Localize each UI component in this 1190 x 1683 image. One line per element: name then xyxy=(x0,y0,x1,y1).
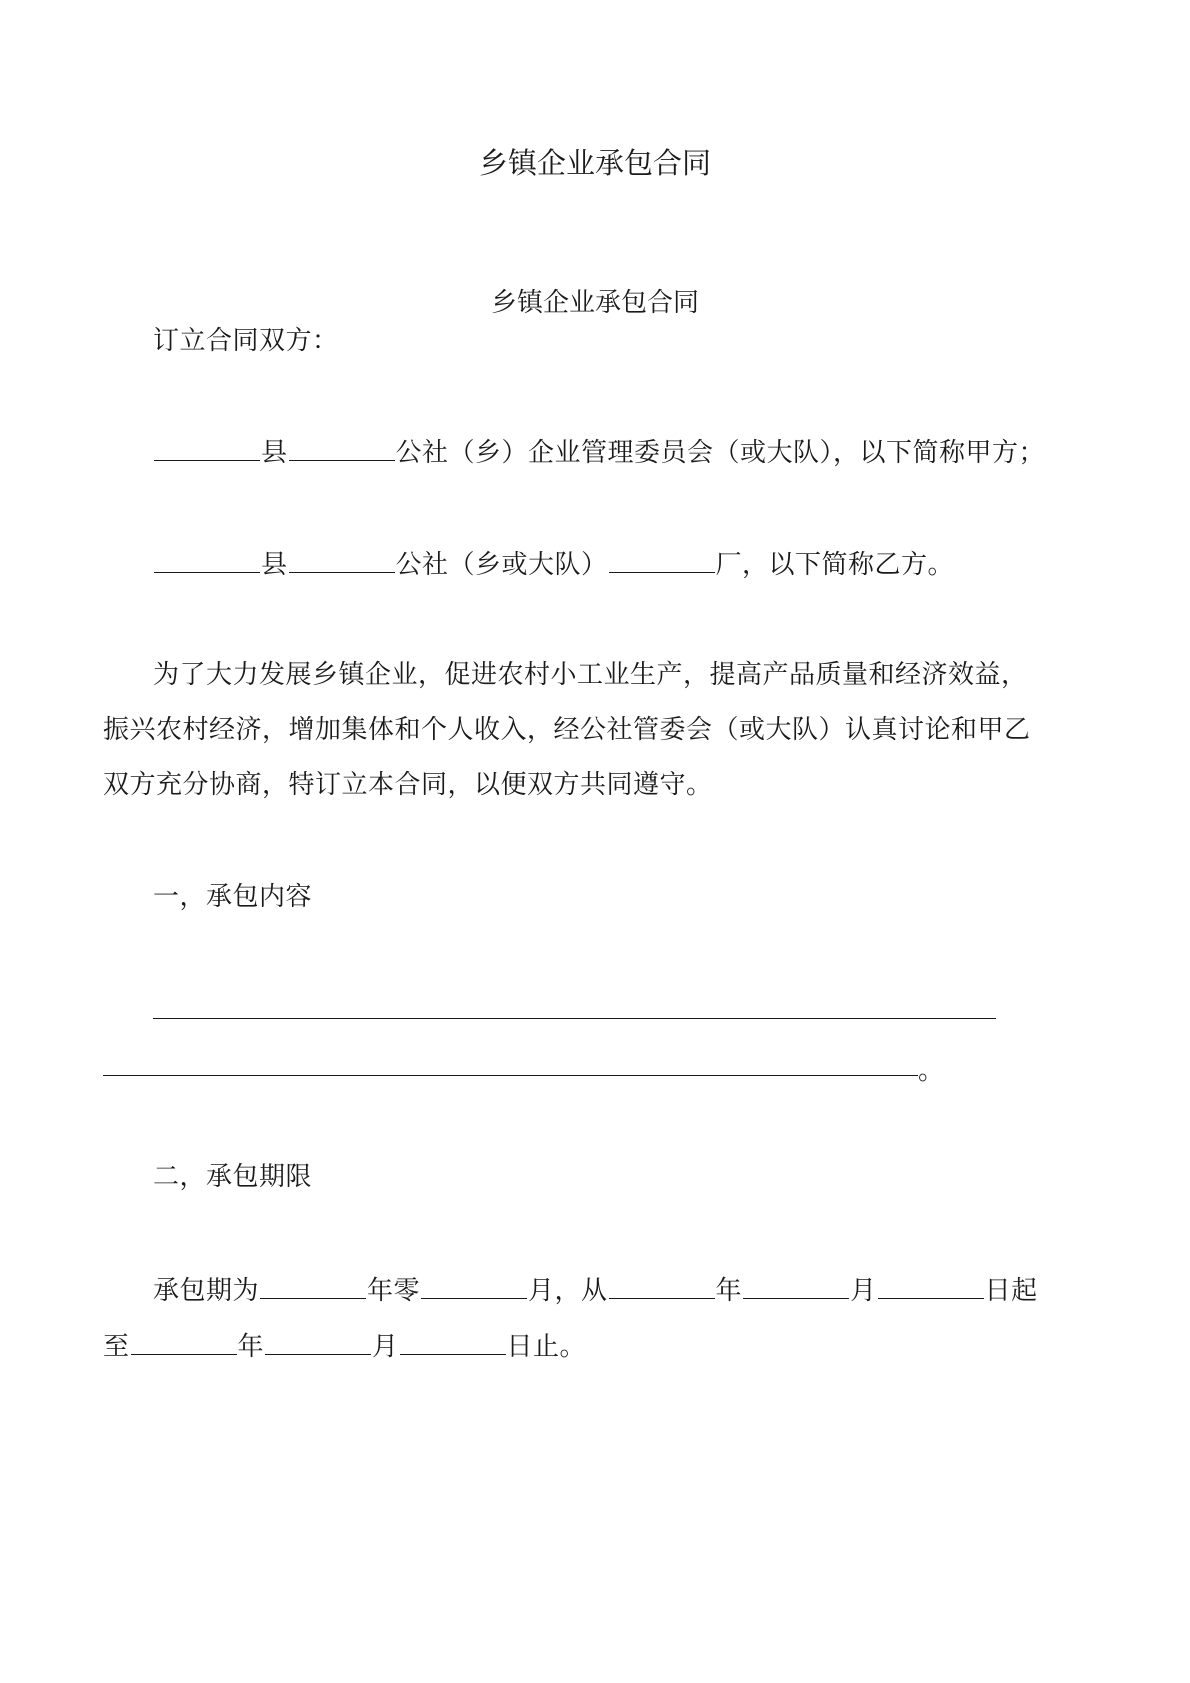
factory-blank[interactable] xyxy=(609,546,715,573)
commune-blank[interactable] xyxy=(289,546,395,573)
term-line-1 xyxy=(153,1272,1038,1308)
content-end-mark: 。 xyxy=(918,1056,945,1086)
party-b-description: 厂，以下简称乙方。 xyxy=(715,550,955,580)
end-month-blank[interactable] xyxy=(265,1328,371,1355)
start-day-blank[interactable] xyxy=(878,1272,984,1299)
party-a-line xyxy=(153,434,1045,470)
purpose-line-2: 振兴农村经济，增加集体和个人收入，经公社管委会（或大队）认真讨论和甲乙 xyxy=(103,715,1031,745)
section-1-heading: 一，承包内容 xyxy=(153,882,313,912)
years-blank[interactable] xyxy=(260,1272,366,1299)
document-subtitle: 乡镇企业承包合同 xyxy=(490,288,699,318)
content-blank-line-2[interactable] xyxy=(103,1075,918,1076)
document-title: 乡镇企业承包合同 xyxy=(478,146,711,180)
county-blank[interactable] xyxy=(154,434,260,461)
start-month-blank[interactable] xyxy=(743,1272,849,1299)
term-label: 承包期为 xyxy=(153,1276,260,1306)
months-from-label: 月，从 xyxy=(528,1276,608,1306)
term-line-2 xyxy=(103,1328,586,1364)
start-month-label: 月 xyxy=(850,1276,877,1306)
county-blank[interactable] xyxy=(154,546,260,573)
start-year-label: 年 xyxy=(715,1276,743,1306)
months-blank[interactable] xyxy=(421,1272,527,1299)
party-b-county-label: 县 xyxy=(261,550,288,580)
purpose-line-1: 为了大力发展乡镇企业，促进农村小工业生产，提高产品质量和经济效益， xyxy=(153,660,1028,690)
end-month-label: 月 xyxy=(372,1332,399,1362)
start-year-blank[interactable] xyxy=(609,1272,715,1299)
end-day-blank[interactable] xyxy=(400,1328,506,1355)
parties-heading: 订立合同双方： xyxy=(153,326,339,356)
start-day-label: 日起 xyxy=(984,1276,1038,1306)
section-2-heading: 二，承包期限 xyxy=(153,1162,313,1192)
content-blank-line-1[interactable] xyxy=(153,1018,996,1019)
purpose-line-3: 双方充分协商，特订立本合同，以便双方共同遵守。 xyxy=(103,770,713,800)
end-day-label: 日止。 xyxy=(506,1332,587,1362)
end-year-label: 年 xyxy=(237,1332,265,1362)
party-b-commune-label: 公社（乡或大队） xyxy=(395,550,608,580)
years-label: 年零 xyxy=(367,1276,421,1306)
until-label: 至 xyxy=(103,1332,130,1362)
party-a-description: 公社（乡）企业管理委员会（或大队），以下简称甲方； xyxy=(395,438,1046,468)
commune-blank[interactable] xyxy=(289,434,395,461)
party-a-county-label: 县 xyxy=(261,438,288,468)
end-year-blank[interactable] xyxy=(131,1328,237,1355)
party-b-line xyxy=(153,546,954,582)
